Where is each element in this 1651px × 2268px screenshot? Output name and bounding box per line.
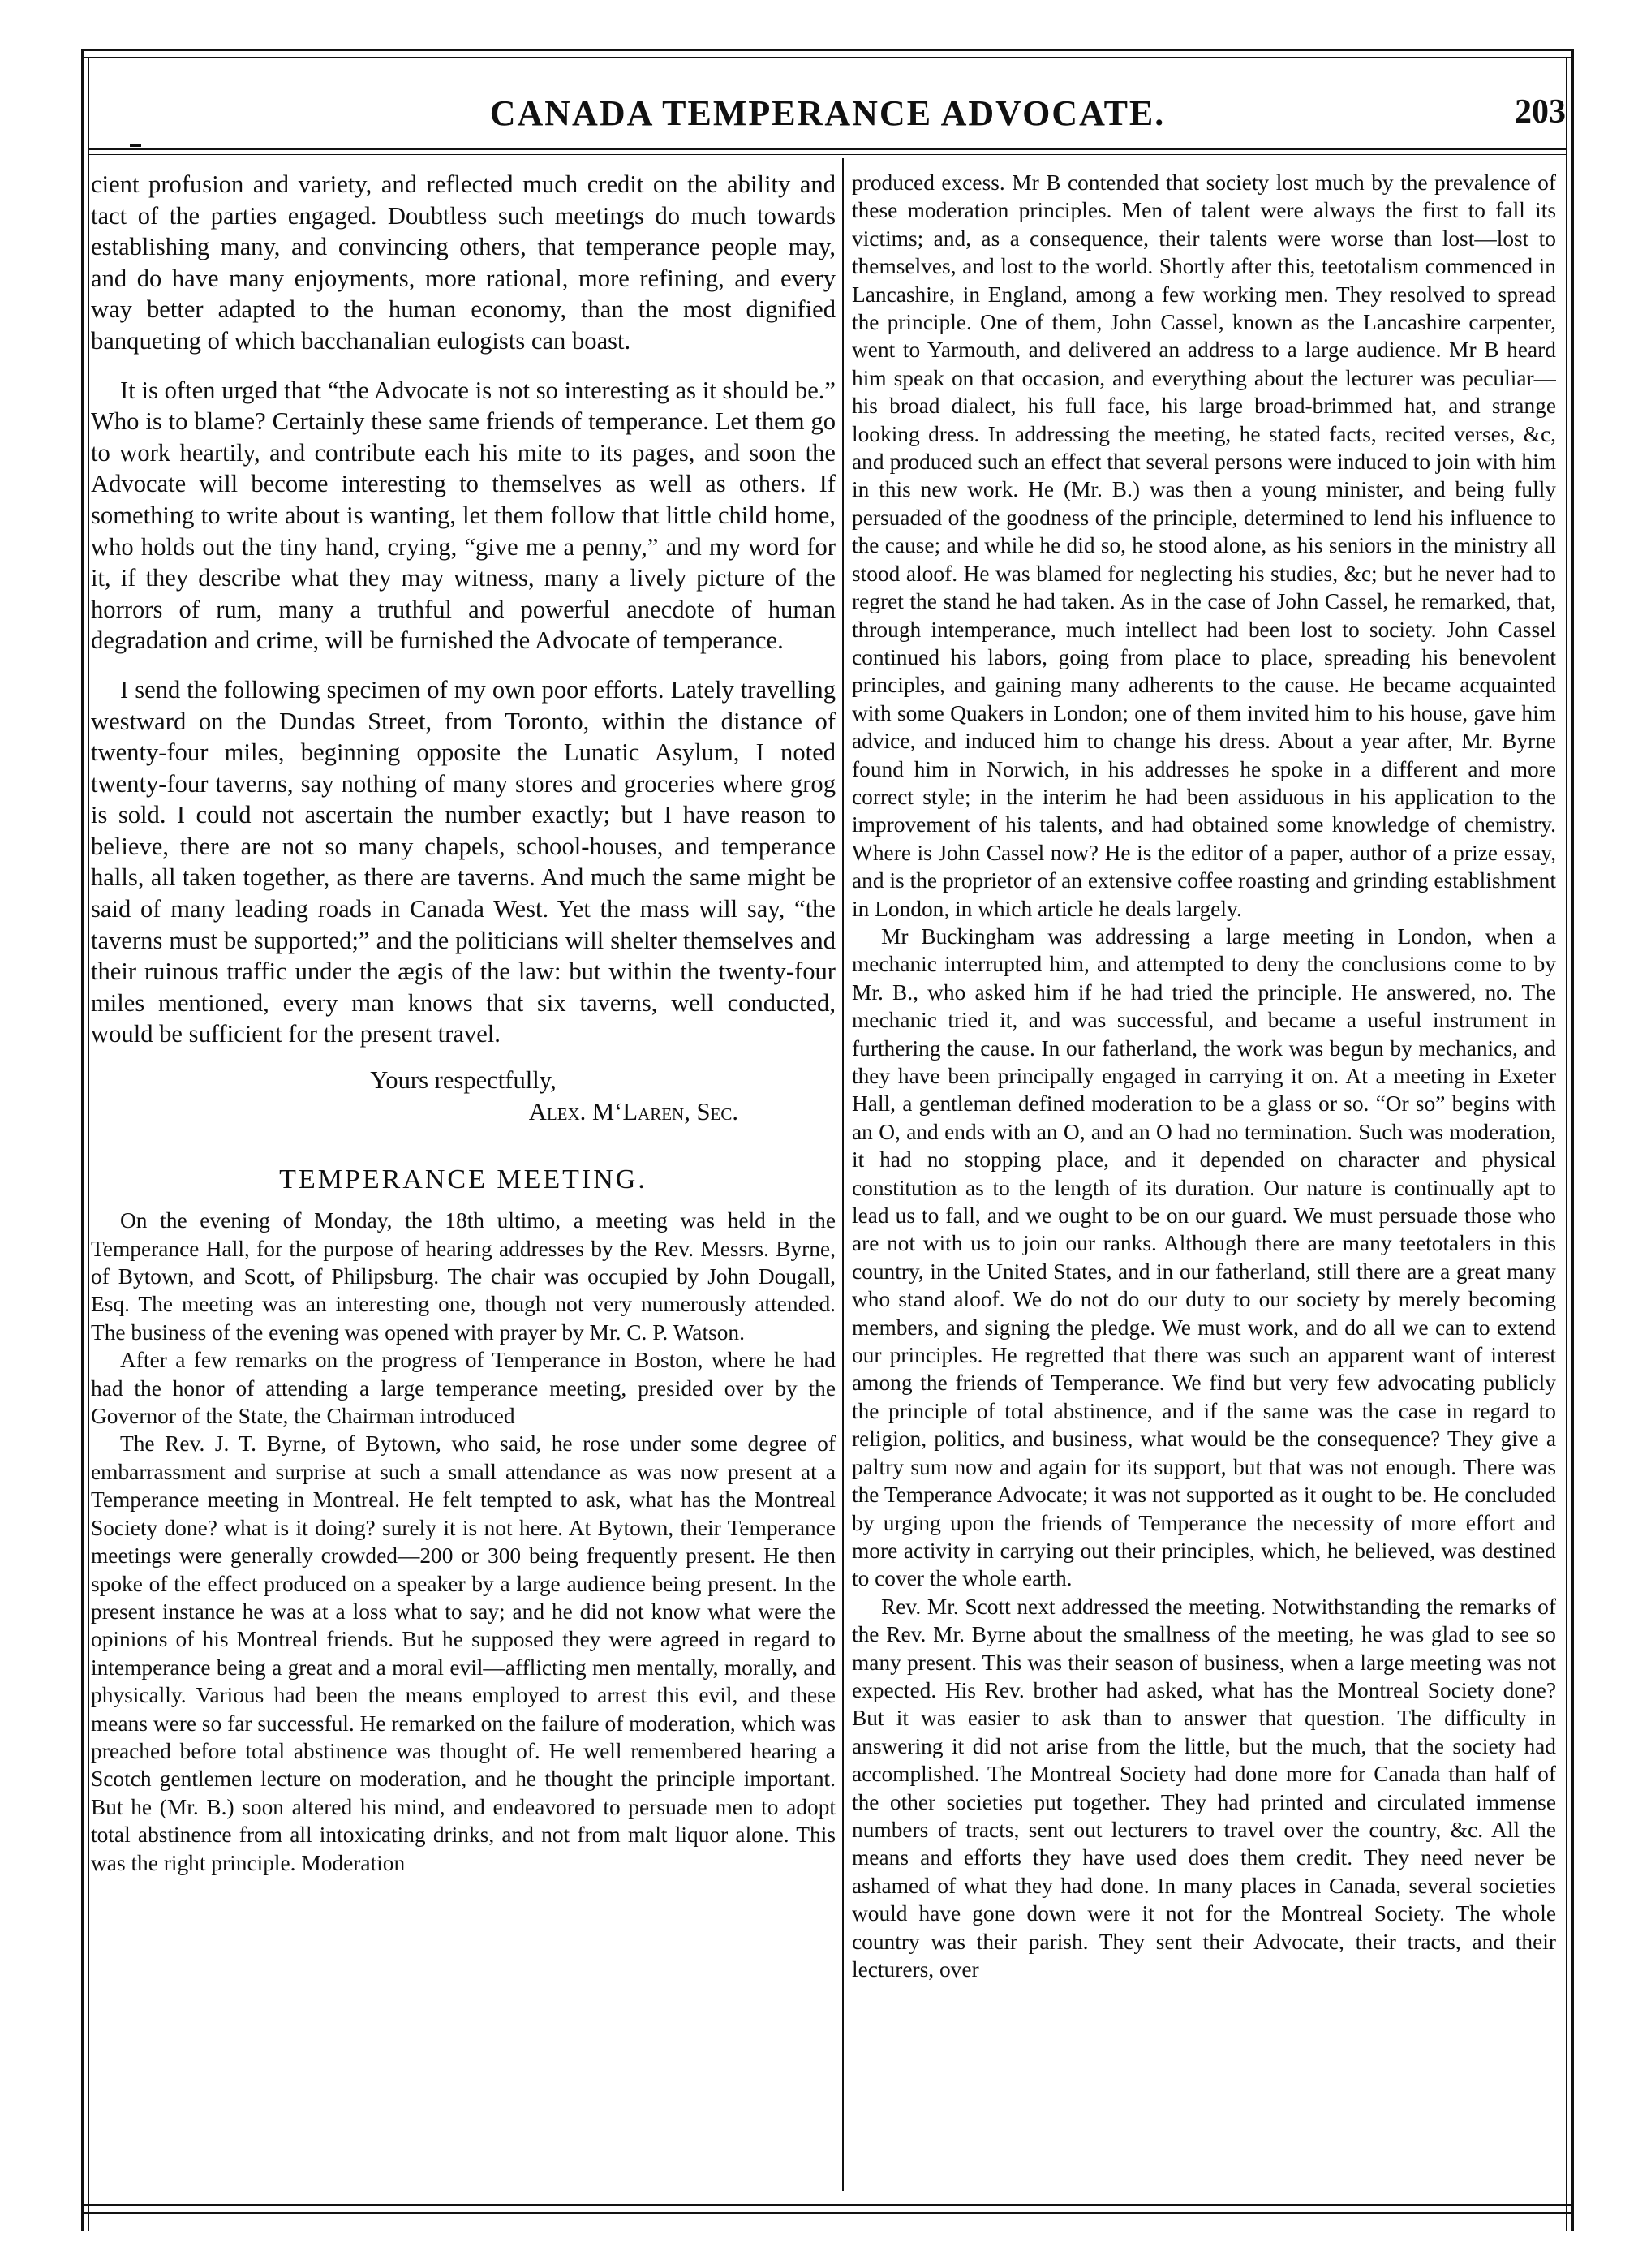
- header-underline-2: [88, 154, 1567, 155]
- left-border-rule-inner: [88, 57, 89, 2231]
- paragraph-advocate-interest: It is often urged that “the Advocate is not so interesting as it should be.” Who is to blame? Certainly these same friends of temperance. Let them go to work heartily, and contribute each his mite to its pages, and soon the Advocate will become interesting to themselves as well as others. If something to write about is wanting, let them follow that little child home, who holds out the tiny hand, crying, “give me a penny,” and my word for it, if they describe what they may witness, many a lively picture of the horrors of rum, many a truthful and powerful anecdote of human degradation and crime, will be furnished the Advocate of temperance.: [91, 376, 836, 655]
- paragraph-byrne-continued: produced excess. Mr B contended that society lost much by the prevalence of these moderation principles. Men of talent were always the first to fall its victims; and, as a consequence, their talents were worse than lost—lost to themselves, and lost to the world. Shortly after this, teetotalism commenced in Lancashire, in England, among a few working men. They resolved to spread the principle. One of them, John Cassel, known as the Lancashire carpenter, went to Yarmouth, and delivered an address to a large audience. Mr B heard him speak on that occasion, and everything about the lecturer was peculiar—his broad dialect, his full face, his large broad-brimmed hat, and strange looking dress. In addressing the meeting, he stated facts, recited verses, &c, and produced such an effect that several persons were induced to join with him in this new work. He (Mr. B.) was then a young minister, and being fully persuaded of the goodness of the principle, determined to lend his influence to the cause; and while he did so, he stood alone, as his seniors in the ministry all stood aloof. He was blamed for neglecting his studies, &c; but he never had to regret the stand he had taken. As in the case of John Cassel, he remarked, that, through intemperance, much intellect had been lost to society. John Cassel continued his labors, going from place to place, spreading his benevolent principles, and gaining many adherents to the cause. He became acquainted with some Quakers in London; one of them invited him to his house, gave him advice, and induced him to change his dress. About a year after, Mr. Byrne found him in Norwich, in his addresses he spoke in a different and more correct style; in the interim he had been assiduous in his application to the improvement of his talents, and had obtained some knowledge of chemistry. Where is John Cassel now? He is the editor of a paper, author of a prize essay, and is the proprietor of an extensive coffee roasting and grinding establishment in London, in which article he deals largely.: [852, 170, 1556, 921]
- paragraph-buckingham: Mr Buckingham was addressing a large meeting in London, when a mechanic interrupted him, and attempted to deny the conclusions come to by Mr. B., who asked him if he had tried the principle. He answered, no. The mechanic tried it, and was successful, and became a useful instrument in furthering the cause. In our fatherland, the work was begun by mechanics, and they have been principally engaged in carrying it on. At a meeting in Exeter Hall, a gentleman defined moderation to be a glass or so. “Or so” begins with an O, and ends with an O, and an O had no termination. Such was moderation, it had no stopping place, and it depended on character and physical constitution as to the length of its duration. Our nature is continually apt to lead us to fall, and we ought to be on our guard. We must persuade those who are not with us to join our ranks. Although there are many teetotalers in this country, in the United States, and in our fatherland, still there are a great many who stand aloof. We do not do our duty to our society by merely becoming members, and signing the pledge. We must work, and do all we can to extend our principles. He regretted that there was such an apparent want of interest among the friends of Temperance. We find but very few advocating publicly the principle of total abstinence, and if the same was the case in regard to religion, politics, and business, what would be the consequence? They give a paltry sum now and again for its support, but that was not enough. There was the Temperance Advocate; it was not supported as it ought to be. He concluded by urging upon the friends of Temperance the necessity of more effort and more activity in carrying out their principles, which, he believed, was destined to cover the whole earth.: [852, 923, 1556, 1591]
- paragraph-scott-speech: Rev. Mr. Scott next addressed the meeting. Notwithstanding the remarks of the Rev. Mr. Byrne about the smallness of the meeting, he was glad to see so many present. This was their season of business, when a large meeting was not expected. His Rev. brother had asked, what has the Montreal Society done? But it was easier to ask than to answer that question. The difficulty in answering it did not arise from the little, but the much, that the society had accomplished. The Montreal Society had done more for Canada than half of the other societies put together. They had printed and circulated immense numbers of tracts, sent out lecturers to travel over the country, &c. All the means and efforts they have used does them credit. They need never be ashamed of what they had done. In many places in Canada, several societies would have gone down were it not for the Montreal Society. The whole country was their parish. They sent their Advocate, their tracts, and their lecturers, over: [852, 1594, 1556, 1982]
- top-border-rule-1: [81, 49, 1574, 51]
- page-header: [89, 89, 1566, 138]
- column-divider: [842, 158, 844, 2191]
- bottom-border-rule-1: [81, 2204, 1574, 2206]
- top-border-rule-2: [81, 57, 1574, 58]
- paragraph-meeting-intro: On the evening of Monday, the 18th ultimo, a meeting was held in the Temperance Hall, for the purpose of hearing addresses by the Rev. Messrs. Byrne, of Bytown, and Scott, of Philipsburg. The chair was occupied by John Dougall, Esq. The meeting was an interesting one, though not very numerously attended. The business of the evening was opened with prayer by Mr. C. P. Watson.: [91, 1208, 836, 1345]
- right-border-rule-outer: [1571, 49, 1574, 2231]
- bottom-border-rule-2: [81, 2212, 1574, 2214]
- header-dash-mark: [130, 144, 141, 147]
- paragraph-taverns-count: I send the following specimen of my own poor efforts. Lately travelling westward on the Dundas Street, from Toronto, within the distance of twenty-four miles, beginning opposite the Lunatic Asylum, I noted twenty-four taverns, say nothing of many stores and groceries where grog is sold. I could not ascertain the number exactly; but I have reason to believe, there are not so many chapels, school-houses, and temperance halls, all taken together, as there are taverns. And much the same might be said of many leading roads in Canada West. Yet the mass will say, “the taverns must be supported;” and the politicians will shelter themselves and their ruinous traffic under the ægis of the law: but within the twenty-four miles mentioned, every man knows that six taverns, well conducted, would be sufficient for the present travel.: [91, 675, 836, 1048]
- section-heading: TEMPERANCE MEETING.: [279, 1164, 647, 1195]
- paragraph-chairman-remarks: After a few remarks on the progress of Temperance in Boston, where he had had the honor of attending a large temperance meeting, presided over by the Governor of the State, the Chairman introduced: [91, 1348, 836, 1429]
- paragraph-byrne-speech: The Rev. J. T. Byrne, of Bytown, who said, he rose under some degree of embarrassment and surprise at such a small attendance as was now present at a Temperance meeting in Montreal. He felt tempted to ask, what has the Montreal Society done? what is it doing? surely it is not here. At Bytown, their Temperance meetings were generally crowded—200 or 300 being frequently present. He then spoke of the effect produced on a speaker by a large audience being present. In the present instance he was at a loss what to say; and he did not know what were the opinions of his Montreal friends. But he supposed they were agreed in regard to intemperance being a great and a moral evil—afflicting men mentally, morally, and physically. Various had been the means employed to arrest this evil, and these means were so far successful. He remarked on the failure of moderation, which was preached before total abstinence was thought of. He well remembered hearing a Scotch gentlemen lecture on moderation, and he thought the principle important. But he (Mr. B.) soon altered his mind, and endeavored to persuade men to adopt total abstinence from all intoxicating drinks, and not from malt liquor alone. This was the right principle. Moderation: [91, 1431, 836, 1875]
- paragraph-gap: [91, 357, 836, 375]
- right-column: [852, 169, 1556, 2181]
- left-border-rule-outer: [81, 49, 84, 2231]
- left-column: [91, 169, 836, 2181]
- paragraph-continuation: cient profusion and variety, and reflected much credit on the ability and tact of the parties engaged. Doubtless such meetings do much towards establishing many, and convincing others, that temperance people may, and do have many enjoyments, more rational, more refining, and every way better adapted to the human economy, than the most dignified banqueting of which bacchanalian eulogists can boast.: [91, 170, 836, 355]
- paragraph-gap: [91, 656, 836, 674]
- letter-closing: Yours respectfully,: [370, 1066, 557, 1095]
- right-border-rule-inner: [1566, 57, 1567, 2231]
- page-number: 203: [1515, 93, 1566, 131]
- page-title: CANADA TEMPERANCE ADVOCATE.: [489, 93, 1166, 133]
- letter-signature: Alex. M‘Laren, Sec.: [528, 1097, 738, 1125]
- header-underline: [88, 148, 1567, 150]
